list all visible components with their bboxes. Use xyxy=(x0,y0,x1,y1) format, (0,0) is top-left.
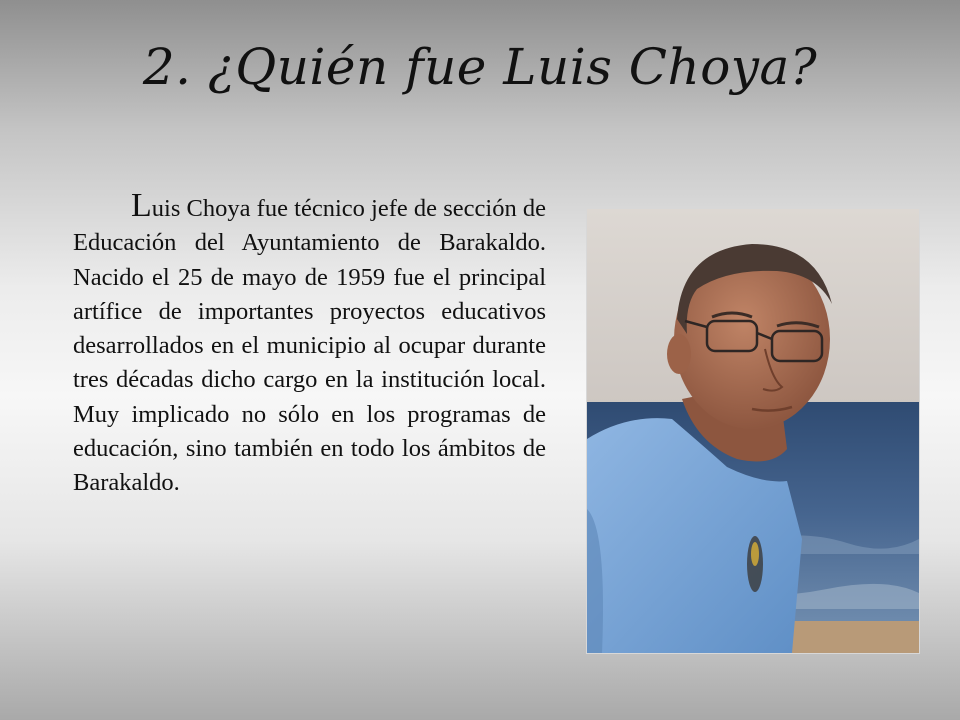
portrait-photo xyxy=(586,208,920,654)
portrait-illustration xyxy=(587,209,919,653)
paragraph-initial-letter: L xyxy=(131,187,152,224)
paragraph-text: uis Choya fue técnico jefe de sección de Educación del Ayuntamiento de Barakaldo. Nacido el 25 de mayo de 1959 fue el principal artífice de importantes proyectos educativos desarrollados en el municipio al ocupar durante tres décadas dicho cargo en la institución local. Muy implicado no sólo en los programas de educación, sino también en todo los ámbitos de Barakaldo. xyxy=(73,195,546,497)
slide-title: 2. ¿Quién fue Luis Choya? xyxy=(142,38,818,96)
biography-paragraph xyxy=(73,187,546,501)
